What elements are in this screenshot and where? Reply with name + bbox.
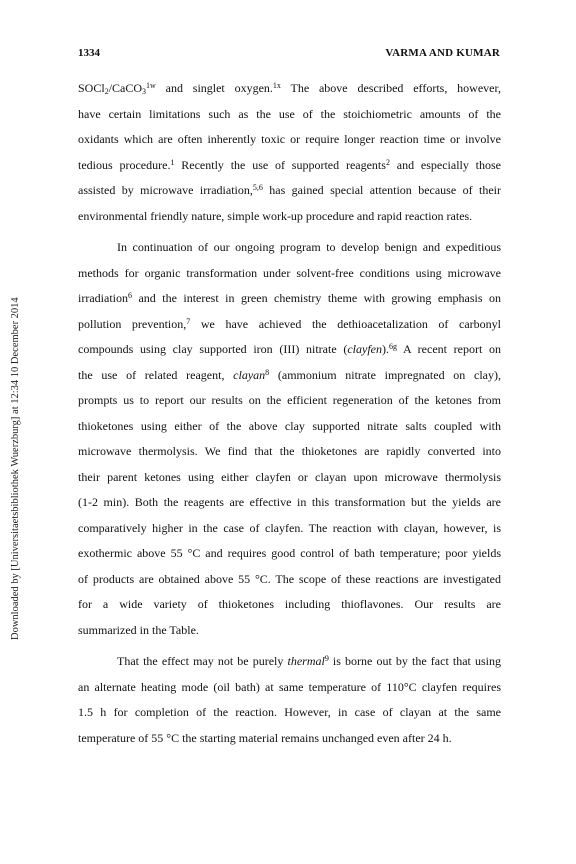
italic-term: clayan	[233, 367, 266, 382]
text-line: microwave thermolysis. We find that the thioketones are rapidly converted into	[78, 444, 501, 458]
citation-superscript: 1w	[146, 81, 156, 90]
body-text	[78, 76, 501, 751]
text-line: temperature of 55 °C the starting material remains unchanged even after 24 h.	[78, 730, 452, 745]
text-line: for a wide variety of thioketones including thioflavones. Our results are	[78, 597, 501, 611]
text-line: exothermic above 55 °C and requires good control of bath temperature; poor yields	[78, 546, 501, 560]
text-run: assisted by microwave irradiation,	[78, 183, 253, 197]
running-head: VARMA AND KUMAR	[385, 47, 500, 59]
paragraph-1	[78, 76, 501, 229]
text-run: /CaCO	[108, 81, 143, 95]
text-line: an alternate heating mode (oil bath) at same temperature of 110°C clayfen requires	[78, 679, 501, 694]
text-line	[78, 337, 501, 363]
citation-superscript: 1	[170, 157, 175, 167]
text-run: SOCl	[78, 81, 105, 95]
citation-superscript: 6g	[388, 342, 397, 351]
italic-term: clayfen	[347, 342, 382, 356]
subscript: 3	[142, 87, 147, 96]
page-number: 1334	[78, 47, 100, 59]
citation-superscript: 7	[186, 316, 191, 326]
citation-superscript: 2	[385, 157, 390, 167]
text-line	[78, 312, 501, 338]
text-run: and singlet oxygen.	[155, 81, 273, 95]
text-run: and the interest in green chemistry theme with growing emphasis on	[131, 291, 501, 305]
text-line: summarized in the Table.	[78, 622, 199, 637]
text-line: comparatively higher in the case of clayfen. The reaction with clayan, however, is	[78, 520, 501, 535]
text-run: compounds using clay supported iron (III) nitrate (	[78, 342, 348, 356]
text-line: have certain limitations such as the use of the stoichiometric amounts of the	[78, 106, 501, 121]
text-run: ).	[381, 342, 389, 356]
citation-superscript: 8	[265, 367, 270, 377]
text-line: environmental friendly nature, simple work-up procedure and rapid reaction rates.	[78, 208, 473, 223]
text-line	[78, 363, 501, 389]
text-line: of products are obtained above 55 °C. The scope of these reactions are investigated	[78, 571, 501, 586]
text-run: has gained special attention because of their	[262, 183, 501, 197]
subscript: 2	[104, 87, 109, 96]
text-line	[78, 649, 501, 675]
paragraph-3	[78, 649, 501, 751]
text-run: and especially those	[389, 157, 502, 172]
text-run: pollution prevention,	[78, 316, 187, 331]
text-line	[78, 153, 501, 179]
text-line: oxidants which are often inherently toxic or require longer reaction time or involve	[78, 132, 501, 146]
italic-term: thermal	[287, 654, 325, 668]
text-run: irradiation	[78, 291, 128, 305]
text-line: In continuation of our ongoing program to develop benign and expeditious	[117, 240, 501, 254]
download-watermark: Downloaded by [Universitaetsbibliothek Wuerzburg] at 12:34 10 December 2014	[10, 297, 21, 640]
citation-superscript: 9	[324, 654, 329, 663]
text-run: The above described efforts, however,	[280, 81, 501, 95]
citation-superscript: 6	[127, 291, 132, 300]
text-run: That the effect may not be purely	[117, 654, 288, 668]
text-line: (1-2 min). Both the reagents are effective in this transformation but the yields are	[78, 495, 501, 509]
text-run: A recent report on	[396, 342, 501, 356]
text-line: prompts us to report our results on the efficient regeneration of the ketones from	[78, 393, 501, 407]
text-line: their parent ketones using either clayfen or clayan upon microwave thermolysis	[78, 469, 501, 484]
text-line: methods for organic transformation under solvent-free conditions using microwave	[78, 265, 501, 280]
text-run: tedious procedure.	[78, 157, 171, 172]
text-line: 1.5 h for completion of the reaction. However, in case of clayan at the same	[78, 705, 501, 719]
text-line	[78, 286, 501, 312]
text-run: we have achieved the dethioacetalization of carbonyl	[190, 316, 502, 331]
text-run: Recently the use of supported reagents	[174, 157, 386, 172]
text-line	[78, 76, 501, 102]
text-run: is borne out by the fact that using	[328, 654, 501, 668]
text-line: thioketones using either of the above clay supported nitrate salts coupled with	[78, 418, 501, 433]
text-line	[78, 178, 501, 204]
citation-superscript: 1x	[272, 81, 281, 90]
paragraph-2	[78, 235, 501, 643]
page-header	[78, 47, 500, 63]
text-run: (ammonium nitrate impregnated on clay),	[269, 367, 501, 382]
text-run: the use of related reagent,	[78, 367, 234, 382]
citation-superscript: 5,6	[252, 183, 263, 192]
